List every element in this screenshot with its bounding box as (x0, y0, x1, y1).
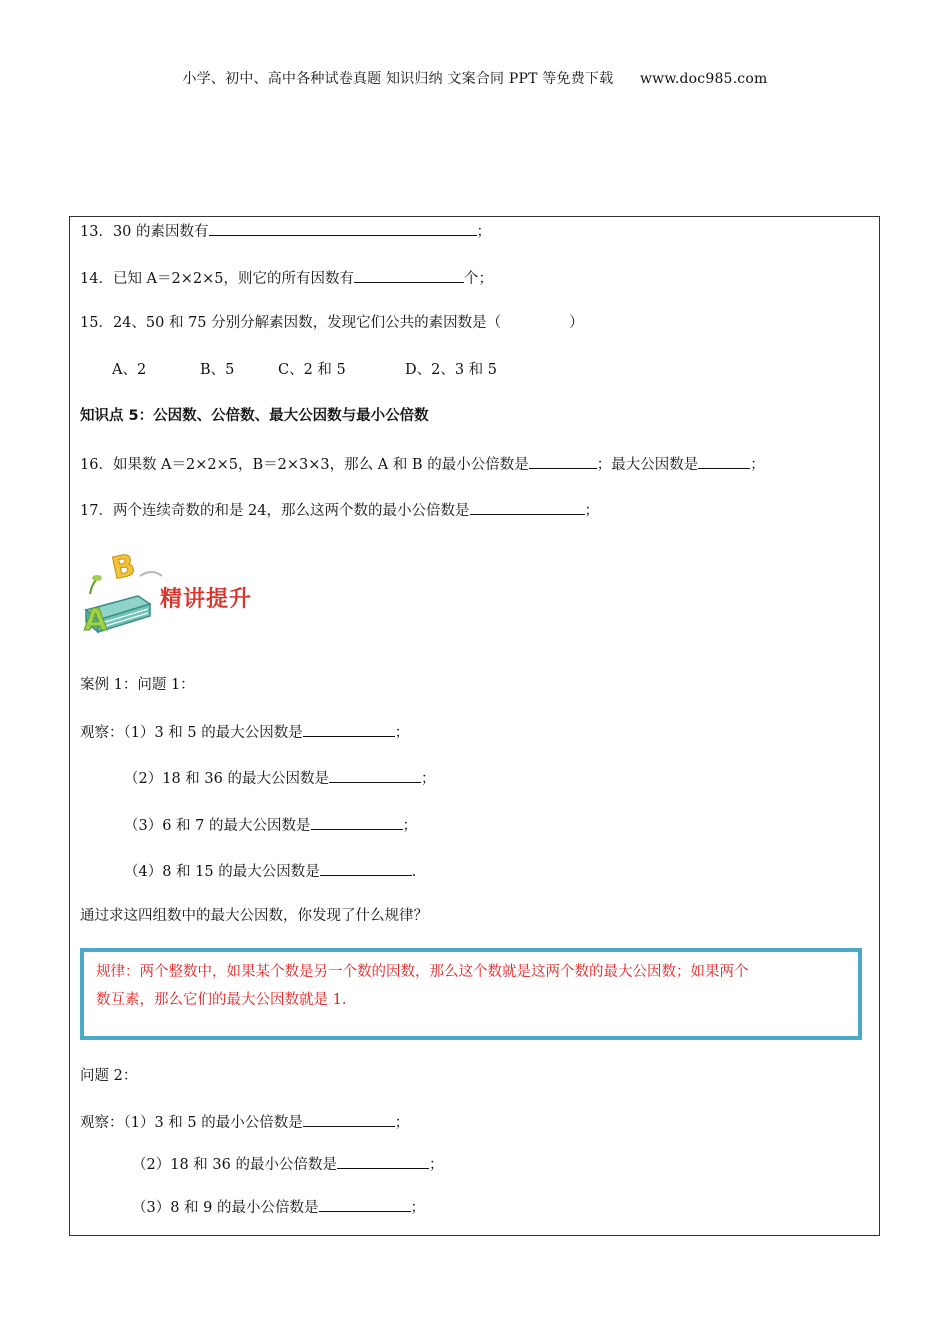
case-1-question: 通过求这四组数中的最大公因数，你发现了什么规律？ (80, 908, 428, 924)
answer-blank (209, 220, 477, 236)
option-d: D、2、3 和 5 (405, 362, 498, 378)
question-15 (80, 313, 584, 333)
problem-2-item-2 (132, 1153, 443, 1175)
item-text: （2）18 和 36 的最大公因数是 (124, 771, 329, 787)
question-13-text: 13．30 的素因数有 (80, 224, 209, 240)
item-end: . (411, 864, 417, 880)
question-14-text: 14．已知 A＝2×2×5，则它的所有因数有 (80, 271, 355, 287)
logo-letter-a: A (84, 603, 108, 638)
question-13 (80, 220, 491, 242)
problem-2-heading: 问题 2： (80, 1068, 138, 1084)
header-site: www.doc985.com (639, 71, 768, 87)
item-text: （1）3 和 5 的最小公倍数是 (123, 1115, 303, 1131)
question-16-end: ； (750, 457, 765, 473)
option-b: B、5 (200, 362, 235, 378)
item-end: ； (428, 1157, 444, 1173)
case-1-item-1 (80, 721, 409, 743)
question-13-end: ； (476, 224, 492, 240)
header-text: 小学、初中、高中各种试卷真题 知识归纳 文案合同 PPT 等免费下载 (182, 71, 614, 87)
question-16-text: 16．如果数 A＝2×2×5，B＝2×3×3，那么 A 和 B 的最小公倍数是 (80, 457, 529, 473)
rule-text (96, 958, 848, 1014)
logo-letter-b: B (108, 548, 139, 587)
answer-blank (354, 267, 464, 283)
question-16-mid: ；最大公因数是 (596, 457, 699, 473)
answer-blank (329, 767, 421, 783)
rule-line-2: 数互素，那么它们的最大公因数就是 1. (96, 992, 347, 1008)
question-15-end: ） (569, 315, 584, 331)
section-5-title: 知识点 5：公因数、公倍数、最大公因数与最小公倍数 (80, 408, 429, 424)
question-17-end: ； (584, 503, 600, 519)
item-text: （3）8 和 9 的最小公倍数是 (132, 1200, 319, 1216)
answer-blank (529, 453, 597, 469)
item-end: ； (410, 1200, 426, 1216)
rule-line-1: 规律：两个整数中，如果某个数是另一个数的因数，那么这个数就是这两个数的最大公因数；如果两个 (96, 964, 749, 980)
problem-2-item-1 (80, 1111, 409, 1133)
observe-label: 观察： (80, 1115, 124, 1131)
banner-title: 精讲提升 (160, 587, 253, 612)
observe-label: 观察： (80, 725, 124, 741)
question-14-end: 个； (464, 271, 494, 287)
item-end: ； (402, 818, 418, 834)
question-16 (80, 453, 765, 475)
question-15-text: 15．24、50 和 75 分别分解素因数，发现它们公共的素因数是（ (80, 315, 502, 331)
answer-blank (319, 1196, 411, 1212)
case-1-heading: 案例 1：问题 1： (80, 677, 195, 693)
case-1-item-2 (124, 767, 435, 789)
answer-blank (337, 1153, 429, 1169)
answer-blank (303, 721, 395, 737)
item-end: ； (394, 1115, 410, 1131)
problem-2-item-3 (132, 1196, 425, 1218)
item-text: （4）8 和 15 的最大公因数是 (124, 864, 320, 880)
item-text: （1）3 和 5 的最大公因数是 (123, 725, 303, 741)
question-14 (80, 267, 493, 289)
item-end: ； (420, 771, 436, 787)
rule-box (80, 948, 862, 1040)
case-1-item-4 (124, 860, 416, 882)
answer-blank (698, 453, 750, 469)
answer-blank (320, 860, 412, 876)
option-c: C、2 和 5 (278, 362, 346, 378)
page-header (0, 68, 950, 88)
case-1-item-3 (124, 814, 417, 836)
question-17-text: 17．两个连续奇数的和是 24，那么这两个数的最小公倍数是 (80, 503, 470, 519)
answer-blank (311, 814, 403, 830)
answer-blank (470, 499, 585, 515)
item-text: （2）18 和 36 的最小公倍数是 (132, 1157, 337, 1173)
option-a: A、2 (112, 362, 147, 378)
item-text: （3）6 和 7 的最大公因数是 (124, 818, 311, 834)
question-15-options (112, 360, 497, 380)
question-17 (80, 499, 599, 521)
answer-blank (303, 1111, 395, 1127)
item-end: ； (394, 725, 410, 741)
